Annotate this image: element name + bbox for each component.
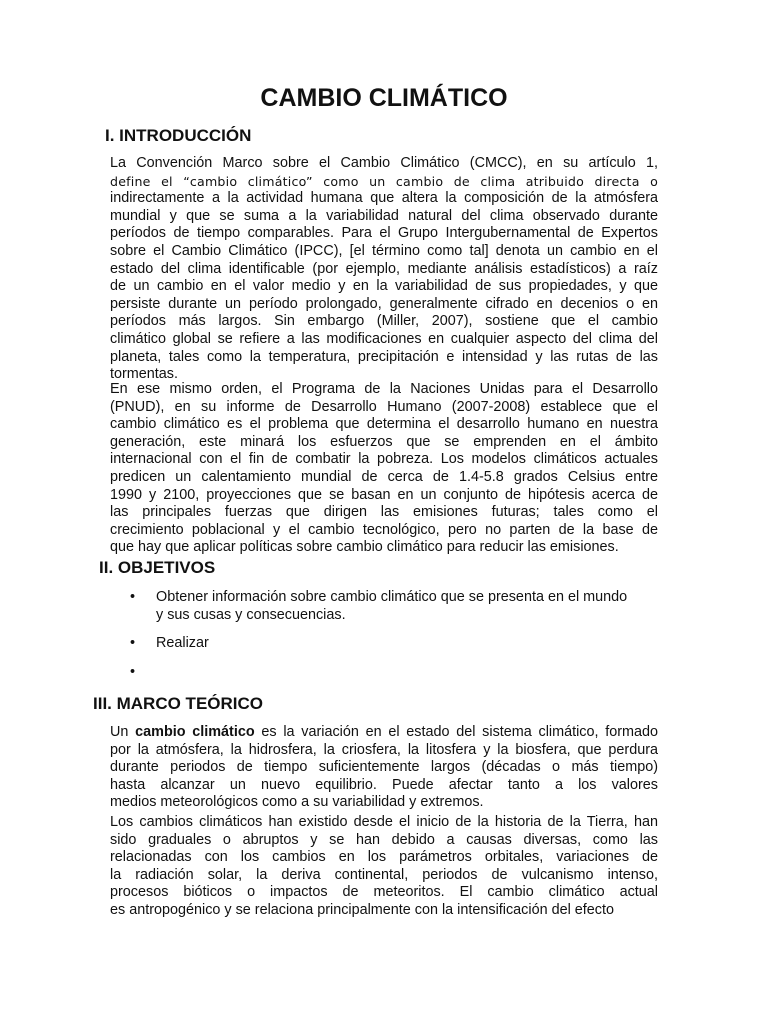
paragraph-intro-1 <box>110 155 658 384</box>
paragraph-line: cambio climático es el problema que determina el desarrollo humano en nuestra <box>110 416 658 433</box>
paragraph-line: indirectamente a la actividad humana que altera la composición de la atmósfera <box>110 190 658 207</box>
objective-text: • Realizar <box>156 635 209 652</box>
paragraph-line: Un cambio climático es la variación en el estado del sistema climático, formado <box>110 724 658 740</box>
paragraph-line: generación, este minará los esfuerzos que se emprenden en el ámbito <box>110 433 658 450</box>
paragraph-line: las principales fuerzas que dirigen las emisiones futuras; tales como el <box>110 504 658 521</box>
paragraph-line: mundial y que se suma a la variabilidad natural del clima observado durante <box>110 207 658 224</box>
paragraph-line: tormentas. <box>110 366 178 383</box>
paragraph-line: hasta alcanzar un nuevo equilibrio. Puede afectar tanto a los valores <box>110 776 658 793</box>
paragraph-marco-1 <box>110 724 658 812</box>
paragraph-line: por la atmósfera, la hidrosfera, la criosfera, la litosfera y la biosfera, que perdura <box>110 741 658 758</box>
paragraph-line: estado del clima identificable (por ejemplo, mediante análisis estadísticos) a raíz <box>110 260 658 277</box>
objective-item <box>130 589 660 624</box>
section-heading-marco-teorico: III. MARCO TEÓRICO <box>93 694 263 713</box>
paragraph-line: la radiación solar, la deriva continental, periodos de vulcanismo intenso, <box>110 866 658 883</box>
paragraph-line: (PNUD), en su informe de Desarrollo Humano (2007-2008) establece que el <box>110 398 658 415</box>
paragraph-line: La Convención Marco sobre el Cambio Climático (CMCC), en su artículo 1, <box>110 155 658 171</box>
paragraph-line: persiste durante un período prolongado, generalmente cifrado en decenios o en <box>110 295 658 312</box>
paragraph-line: define el “cambio climático” como un cambio de clima atribuido directa o <box>110 173 658 189</box>
bold-term: cambio climático <box>135 724 255 740</box>
paragraph-line: 1990 y 2100, proyecciones que se basan en un conjunto de hipótesis acerca de <box>110 486 658 503</box>
paragraph-line: predicen un calentamiento mundial de cerca de 1.4-5.8 grados Celsius entre <box>110 468 658 485</box>
paragraph-line: períodos más largos. Sin embargo (Miller, 2007), sostiene que el cambio <box>110 313 658 330</box>
objective-text: y sus cusas y consecuencias. <box>156 606 346 623</box>
paragraph-line: planeta, tales como la temperatura, precipitación e intensidad y las rutas de las <box>110 348 658 365</box>
section-heading-objetivos: II. OBJETIVOS <box>99 558 216 577</box>
paragraph-line: sido graduales o abruptos y se han debido a causas diversas, como las <box>110 831 658 848</box>
section-heading-introduccion: I. INTRODUCCIÓN <box>105 126 252 145</box>
objective-text: • Obtener información sobre cambio climático que se presenta en el mundo <box>156 589 628 605</box>
objective-item <box>130 664 660 682</box>
paragraph-line: medios meteorológicos como a su variabilidad y extremos. <box>110 794 484 811</box>
paragraph-line: es antropogénico y se relaciona principalmente con la intensificación del efecto <box>110 901 614 918</box>
paragraph-line: internacional con el fin de combatir la pobreza. Los modelos climáticos actuales <box>110 451 658 468</box>
objective-item <box>130 635 660 653</box>
paragraph-line: sobre el Cambio Climático (IPCC), [el término como tal] denota un cambio en el <box>110 242 658 259</box>
paragraph-line: relacionadas con los cambios en los parámetros orbitales, variaciones de <box>110 849 658 866</box>
paragraph-line: de un cambio en el valor medio y en la variabilidad de sus propiedades, y que <box>110 278 658 295</box>
paragraph-line: climático global se refiere a las modificaciones en cualquier aspecto del clima del <box>110 330 658 347</box>
paragraph-line: crecimiento poblacional y el cambio tecnológico, pero no parten de la base de <box>110 521 658 538</box>
paragraph-line: períodos de tiempo comparables. Para el Grupo Intergubernamental de Expertos <box>110 225 658 242</box>
objective-text <box>156 664 660 682</box>
paragraph-line: En ese mismo orden, el Programa de la Naciones Unidas para el Desarrollo <box>110 381 658 397</box>
paragraph-line: durante periodos de tiempo suficientemente largos (décadas o más tiempo) <box>110 759 658 776</box>
paragraph-intro-2 <box>110 381 658 557</box>
paragraph-line: que hay que aplicar políticas sobre cambio climático para reducir las emisiones. <box>110 539 619 556</box>
paragraph-marco-2 <box>110 814 658 920</box>
paragraph-line: Los cambios climáticos han existido desde el inicio de la historia de la Tierra, han <box>110 814 658 830</box>
page-title: CAMBIO CLIMÁTICO <box>260 84 508 112</box>
objectives-list <box>130 589 660 681</box>
paragraph-line: procesos bióticos o impactos de meteoritos. El cambio climático actual <box>110 884 658 901</box>
